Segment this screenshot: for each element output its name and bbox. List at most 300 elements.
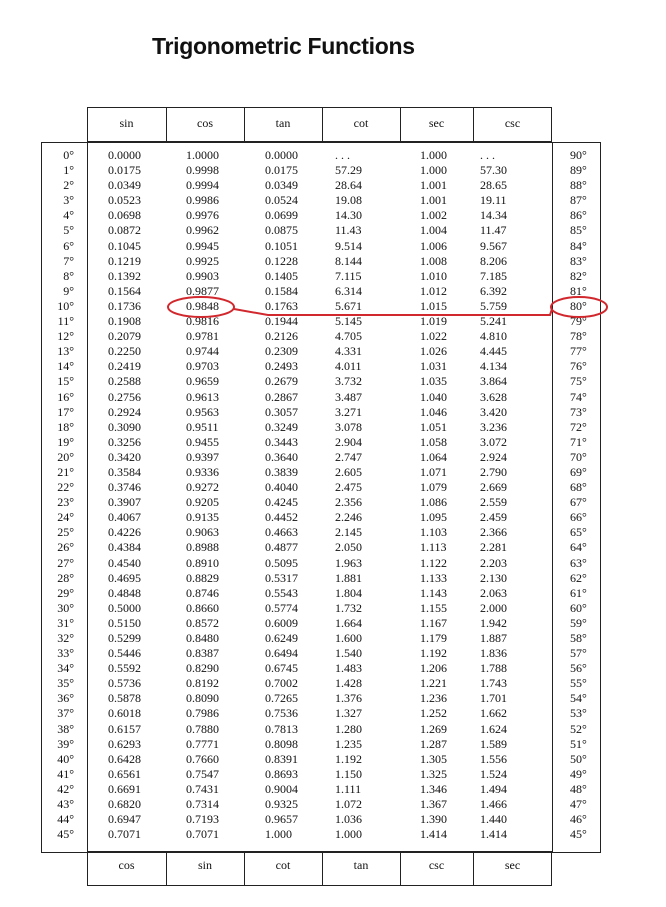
complement-angle-cell: 50° <box>570 751 587 766</box>
sec-cell: 1.325 <box>420 766 447 781</box>
table-row <box>0 314 666 329</box>
table-row <box>0 284 666 299</box>
table-row <box>0 480 666 495</box>
sin-cell: 0.3420 <box>108 449 141 464</box>
angle-cell: 16° <box>57 389 74 404</box>
cot-cell: 1.664 <box>335 615 362 630</box>
sec-cell: 1.000 <box>420 148 447 162</box>
header-label-csc: csc <box>504 116 521 130</box>
tan-cell: 0.8098 <box>265 736 298 751</box>
cot-cell: 3.271 <box>335 404 362 419</box>
tan-cell: 0.4663 <box>265 525 298 540</box>
cot-cell: 3.487 <box>335 389 362 404</box>
sin-cell: 0.1392 <box>108 268 141 283</box>
sec-cell: 1.113 <box>420 540 447 555</box>
cos-cell: 0.8290 <box>186 661 219 676</box>
angle-cell: 37° <box>57 706 74 721</box>
table-row <box>0 450 666 465</box>
csc-cell: 2.366 <box>480 525 507 540</box>
sin-cell: 0.1908 <box>108 314 141 329</box>
sec-cell: 1.192 <box>420 646 447 661</box>
cos-cell: 0.8572 <box>186 615 219 630</box>
cos-cell: 0.9962 <box>186 223 219 238</box>
angle-cell: 32° <box>57 631 74 645</box>
cot-cell: 1.483 <box>335 661 362 676</box>
table-row <box>0 812 666 827</box>
table-row <box>0 797 666 812</box>
sec-cell: 1.004 <box>420 223 447 238</box>
angle-cell: 38° <box>57 721 74 736</box>
csc-cell: 4.445 <box>480 344 507 359</box>
table-row <box>0 208 666 223</box>
complement-angle-cell: 59° <box>570 615 587 630</box>
tan-cell: 0.4452 <box>265 510 298 525</box>
complement-angle-cell: 77° <box>570 344 587 359</box>
csc-cell: 3.628 <box>480 389 507 404</box>
tan-cell: 0.8693 <box>265 766 298 781</box>
angle-cell: 25° <box>57 525 74 540</box>
cot-cell: 11.43 <box>335 223 362 238</box>
table-row <box>0 540 666 555</box>
sec-cell: 1.051 <box>420 419 447 434</box>
footer-label-cos: cos <box>118 858 135 872</box>
cot-cell: 19.08 <box>335 193 362 208</box>
angle-cell: 0° <box>63 148 74 162</box>
cos-cell: 0.7660 <box>186 751 219 766</box>
table-rows <box>0 148 666 842</box>
sin-cell: 0.6820 <box>108 797 141 812</box>
header-label-sec: sec <box>428 116 445 130</box>
cos-cell: 0.9563 <box>186 404 219 419</box>
tan-cell: 0.5774 <box>265 600 298 615</box>
cot-cell: 9.514 <box>335 238 362 253</box>
cot-cell: 14.30 <box>335 208 362 223</box>
cos-cell: 0.9336 <box>186 464 219 479</box>
sin-cell: 0.2924 <box>108 404 141 419</box>
cot-cell: 28.64 <box>335 178 362 193</box>
csc-cell: 3.864 <box>480 374 507 389</box>
tan-cell: 1.000 <box>265 827 292 842</box>
cos-cell: 0.9205 <box>186 495 219 510</box>
complement-angle-cell: 83° <box>570 253 587 268</box>
table-row <box>0 254 666 269</box>
cos-cell: 0.8910 <box>186 555 219 570</box>
tan-cell: 0.4040 <box>265 480 298 495</box>
complement-angle-cell: 70° <box>570 449 587 464</box>
cot-cell: 1.732 <box>335 600 362 615</box>
sec-cell: 1.367 <box>420 797 447 812</box>
table-row <box>0 405 666 420</box>
sin-cell: 0.5878 <box>108 691 141 706</box>
tan-cell: 0.2867 <box>265 389 298 404</box>
csc-cell: 5.241 <box>480 314 507 329</box>
tan-cell: 0.3249 <box>265 419 298 434</box>
cos-cell: 0.8192 <box>186 676 219 691</box>
header-label-cos: cos <box>197 116 213 130</box>
angle-cell: 5° <box>63 223 74 238</box>
table-row <box>0 390 666 405</box>
complement-angle-cell: 81° <box>570 283 587 298</box>
angle-cell: 15° <box>57 374 74 389</box>
sin-cell: 0.4067 <box>108 510 141 525</box>
cos-cell: 0.9703 <box>186 359 219 374</box>
table-row <box>0 223 666 238</box>
csc-cell: 1.440 <box>480 812 507 827</box>
angle-cell: 13° <box>57 344 74 359</box>
cot-cell: 1.428 <box>335 676 362 691</box>
cos-cell: 0.9063 <box>186 525 219 540</box>
complement-angle-cell: 82° <box>570 268 587 283</box>
header-label-sin: sin <box>119 116 134 130</box>
tan-cell: 0.3443 <box>265 434 298 449</box>
angle-cell: 23° <box>57 495 74 510</box>
sin-cell: 0.1564 <box>108 283 141 298</box>
footer-label-cot: cot <box>275 858 291 872</box>
tan-cell: 0.2126 <box>265 329 298 344</box>
tan-cell: 0.5317 <box>265 570 298 585</box>
sin-cell: 0.3746 <box>108 480 141 495</box>
complement-angle-cell: 67° <box>570 495 587 510</box>
cot-cell: 1.192 <box>335 751 362 766</box>
sec-cell: 1.001 <box>420 193 447 208</box>
cot-cell: 4.705 <box>335 329 362 344</box>
sin-cell: 0.1736 <box>108 298 141 313</box>
complement-angle-cell: 78° <box>570 329 587 344</box>
sin-cell: 0.4226 <box>108 525 141 540</box>
tan-cell: 0.9657 <box>265 812 298 827</box>
angle-cell: 30° <box>57 600 74 615</box>
cos-cell: 0.8660 <box>186 600 219 615</box>
sec-cell: 1.103 <box>420 525 447 540</box>
table-row <box>0 631 666 646</box>
cos-cell: 0.9986 <box>186 193 219 208</box>
complement-angle-cell: 48° <box>570 781 587 796</box>
cos-cell: 0.7880 <box>186 721 219 736</box>
tan-cell: 0.1051 <box>265 238 298 253</box>
table-row <box>0 435 666 450</box>
angle-cell: 12° <box>57 329 74 344</box>
table-row <box>0 269 666 284</box>
csc-cell: 4.134 <box>480 359 507 374</box>
cot-cell: 5.671 <box>335 298 362 313</box>
table-row <box>0 782 666 797</box>
cot-cell: 2.747 <box>335 449 362 464</box>
cot-cell: 1.600 <box>335 631 362 645</box>
csc-cell: 11.47 <box>480 223 507 238</box>
cos-cell: 0.9511 <box>186 419 219 434</box>
sec-cell: 1.046 <box>420 404 447 419</box>
csc-cell: 19.11 <box>480 193 507 208</box>
sec-cell: 1.269 <box>420 721 447 736</box>
cot-cell: 2.246 <box>335 510 362 525</box>
csc-cell: 1.494 <box>480 781 507 796</box>
csc-cell: 1.556 <box>480 751 507 766</box>
sin-cell: 0.0175 <box>108 163 141 178</box>
angle-cell: 43° <box>57 797 74 812</box>
complement-angle-cell: 49° <box>570 766 587 781</box>
sin-cell: 0.0349 <box>108 178 141 193</box>
angle-cell: 2° <box>63 178 74 193</box>
cot-cell: 3.732 <box>335 374 362 389</box>
cos-cell: 0.9613 <box>186 389 219 404</box>
table-row <box>0 827 666 842</box>
csc-cell: 1.701 <box>480 691 507 706</box>
table-row <box>0 646 666 661</box>
sin-cell: 0.4540 <box>108 555 141 570</box>
angle-cell: 9° <box>63 283 74 298</box>
cot-cell: 2.050 <box>335 540 362 555</box>
cos-cell: 0.9135 <box>186 510 219 525</box>
table-row <box>0 661 666 676</box>
tan-cell: 0.7813 <box>265 721 298 736</box>
angle-cell: 22° <box>57 480 74 495</box>
cot-cell: 7.115 <box>335 268 362 283</box>
angle-cell: 26° <box>57 540 74 555</box>
footer-label-tan: tan <box>353 858 369 872</box>
angle-cell: 14° <box>57 359 74 374</box>
cot-cell: 1.111 <box>335 781 362 796</box>
csc-cell: 2.790 <box>480 464 507 479</box>
csc-cell: 3.420 <box>480 404 507 419</box>
angle-cell: 7° <box>63 253 74 268</box>
table-row <box>0 299 666 314</box>
cos-cell: 0.9945 <box>186 238 219 253</box>
sin-cell: 0.2419 <box>108 359 141 374</box>
complement-angle-cell: 72° <box>570 419 587 434</box>
cot-cell: 1.072 <box>335 797 362 812</box>
complement-angle-cell: 86° <box>570 208 587 223</box>
table-row <box>0 239 666 254</box>
csc-cell: 1.887 <box>480 631 507 645</box>
tan-cell: 0.2493 <box>265 359 298 374</box>
sin-cell: 0.6018 <box>108 706 141 721</box>
cot-cell: 1.150 <box>335 766 362 781</box>
csc-cell: 1.466 <box>480 797 507 812</box>
sec-cell: 1.019 <box>420 314 447 329</box>
csc-cell: 2.000 <box>480 600 507 615</box>
cos-cell: 0.9744 <box>186 344 219 359</box>
cos-cell: 0.8988 <box>186 540 219 555</box>
cot-cell: 1.036 <box>335 812 362 827</box>
sin-cell: 0.4384 <box>108 540 141 555</box>
table-row <box>0 571 666 586</box>
complement-angle-cell: 64° <box>570 540 587 555</box>
sec-cell: 1.001 <box>420 178 447 193</box>
sec-cell: 1.064 <box>420 449 447 464</box>
cos-cell: 0.9272 <box>186 480 219 495</box>
sec-cell: 1.236 <box>420 691 447 706</box>
sec-cell: 1.002 <box>420 208 447 223</box>
sin-cell: 0.7071 <box>108 827 141 842</box>
csc-cell: 3.236 <box>480 419 507 434</box>
tan-cell: 0.6494 <box>265 646 298 661</box>
csc-cell: 1.524 <box>480 766 507 781</box>
csc-cell: 6.392 <box>480 283 507 298</box>
sec-cell: 1.252 <box>420 706 447 721</box>
tan-cell: 0.2309 <box>265 344 298 359</box>
cot-cell: 5.145 <box>335 314 362 329</box>
csc-cell: 8.206 <box>480 253 507 268</box>
sin-cell: 0.5592 <box>108 661 141 676</box>
tan-cell: 0.7002 <box>265 676 298 691</box>
cot-cell: 2.145 <box>335 525 362 540</box>
footer-label-sec: sec <box>504 858 521 872</box>
cos-cell: 0.9925 <box>186 253 219 268</box>
cos-cell: 0.8480 <box>186 631 219 645</box>
complement-angle-cell: 61° <box>570 585 587 600</box>
table-row <box>0 601 666 616</box>
sin-cell: 0.0872 <box>108 223 141 238</box>
sec-cell: 1.167 <box>420 615 447 630</box>
cos-cell: 0.8746 <box>186 585 219 600</box>
angle-cell: 10° <box>57 298 74 313</box>
sec-cell: 1.133 <box>420 570 447 585</box>
sin-cell: 0.0523 <box>108 193 141 208</box>
cos-cell: 0.7193 <box>186 812 219 827</box>
complement-angle-cell: 54° <box>570 691 587 706</box>
cot-cell: 4.331 <box>335 344 362 359</box>
angle-cell: 21° <box>57 464 74 479</box>
cot-cell: 2.475 <box>335 480 362 495</box>
cot-cell: 3.078 <box>335 419 362 434</box>
csc-cell: 7.185 <box>480 268 507 283</box>
cos-cell: 0.9976 <box>186 208 219 223</box>
complement-angle-cell: 56° <box>570 661 587 676</box>
tan-cell: 0.0699 <box>265 208 298 223</box>
footer-label-sin: sin <box>197 858 212 872</box>
sin-cell: 0.5000 <box>108 600 141 615</box>
complement-angle-cell: 63° <box>570 555 587 570</box>
csc-cell: 3.072 <box>480 434 507 449</box>
tan-cell: 0.8391 <box>265 751 298 766</box>
sec-cell: 1.010 <box>420 268 447 283</box>
complement-angle-cell: 45° <box>570 827 587 842</box>
tan-cell: 0.4877 <box>265 540 298 555</box>
sin-cell: 0.6691 <box>108 781 141 796</box>
complement-angle-cell: 58° <box>570 631 587 645</box>
table-row <box>0 691 666 706</box>
table-row <box>0 676 666 691</box>
sec-cell: 1.122 <box>420 555 447 570</box>
csc-cell: 1.589 <box>480 736 507 751</box>
cot-cell: 1.963 <box>335 555 362 570</box>
table-row <box>0 495 666 510</box>
csc-cell: 2.130 <box>480 570 507 585</box>
complement-angle-cell: 73° <box>570 404 587 419</box>
sec-cell: 1.071 <box>420 464 447 479</box>
tan-cell: 0.1944 <box>265 314 298 329</box>
angle-cell: 34° <box>57 661 74 676</box>
angle-cell: 4° <box>63 208 74 223</box>
cos-cell: 0.7547 <box>186 766 219 781</box>
complement-angle-cell: 55° <box>570 676 587 691</box>
table-row <box>0 344 666 359</box>
tan-cell: 0.3057 <box>265 404 298 419</box>
sin-cell: 0.1045 <box>108 238 141 253</box>
csc-cell: 1.662 <box>480 706 507 721</box>
csc-cell: 1.743 <box>480 676 507 691</box>
cot-cell: 2.605 <box>335 464 362 479</box>
angle-cell: 36° <box>57 691 74 706</box>
table-row <box>0 193 666 208</box>
angle-cell: 28° <box>57 570 74 585</box>
csc-cell: 2.924 <box>480 449 507 464</box>
sec-cell: 1.143 <box>420 585 447 600</box>
complement-angle-cell: 52° <box>570 721 587 736</box>
sec-cell: 1.026 <box>420 344 447 359</box>
table-row <box>0 465 666 480</box>
sin-cell: 0.6947 <box>108 812 141 827</box>
cos-cell: 0.7986 <box>186 706 219 721</box>
cos-cell: 0.8090 <box>186 691 219 706</box>
csc-cell: 2.063 <box>480 585 507 600</box>
table-row <box>0 737 666 752</box>
table-row <box>0 163 666 178</box>
csc-cell: 5.759 <box>480 298 507 313</box>
angle-cell: 6° <box>63 238 74 253</box>
complement-angle-cell: 47° <box>570 797 587 812</box>
complement-angle-cell: 80° <box>570 298 587 313</box>
tan-cell: 0.6009 <box>265 615 298 630</box>
cot-cell: 1.000 <box>335 827 362 842</box>
complement-angle-cell: 79° <box>570 314 587 329</box>
csc-cell: 2.459 <box>480 510 507 525</box>
tan-cell: 0.7536 <box>265 706 298 721</box>
csc-cell: 1.788 <box>480 661 507 676</box>
cot-cell: 57.29 <box>335 163 362 178</box>
cot-cell: 2.904 <box>335 434 362 449</box>
csc-cell: 1.414 <box>480 827 507 842</box>
sec-cell: 1.006 <box>420 238 447 253</box>
angle-cell: 19° <box>57 434 74 449</box>
cos-cell: 0.9455 <box>186 434 219 449</box>
table-row <box>0 374 666 389</box>
cos-cell: 0.9397 <box>186 449 219 464</box>
csc-cell: 2.281 <box>480 540 507 555</box>
cos-cell: 0.9659 <box>186 374 219 389</box>
cos-cell: 0.7771 <box>186 736 219 751</box>
angle-cell: 29° <box>57 585 74 600</box>
sin-cell: 0.3907 <box>108 495 141 510</box>
sin-cell: 0.6428 <box>108 751 141 766</box>
sin-cell: 0.6561 <box>108 766 141 781</box>
angle-cell: 3° <box>63 193 74 208</box>
cos-cell: 0.9994 <box>186 178 219 193</box>
complement-angle-cell: 68° <box>570 480 587 495</box>
complement-angle-cell: 62° <box>570 570 587 585</box>
sec-cell: 1.008 <box>420 253 447 268</box>
sin-cell: 0.3584 <box>108 464 141 479</box>
csc-cell: 1.836 <box>480 646 507 661</box>
cos-cell: 0.9816 <box>186 314 219 329</box>
cos-cell: 0.8829 <box>186 570 219 585</box>
footer-label-csc: csc <box>428 858 445 872</box>
complement-angle-cell: 51° <box>570 736 587 751</box>
tan-cell: 0.6745 <box>265 661 298 676</box>
csc-cell: 14.34 <box>480 208 507 223</box>
csc-cell: 1.624 <box>480 721 507 736</box>
complement-angle-cell: 74° <box>570 389 587 404</box>
sec-cell: 1.022 <box>420 329 447 344</box>
cot-cell: 1.540 <box>335 646 362 661</box>
sin-cell: 0.2756 <box>108 389 141 404</box>
tan-cell: 0.0000 <box>265 148 298 162</box>
angle-cell: 45° <box>57 827 74 842</box>
sin-cell: 0.5150 <box>108 615 141 630</box>
sec-cell: 1.079 <box>420 480 447 495</box>
tan-cell: 0.9004 <box>265 781 298 796</box>
complement-angle-cell: 87° <box>570 193 587 208</box>
